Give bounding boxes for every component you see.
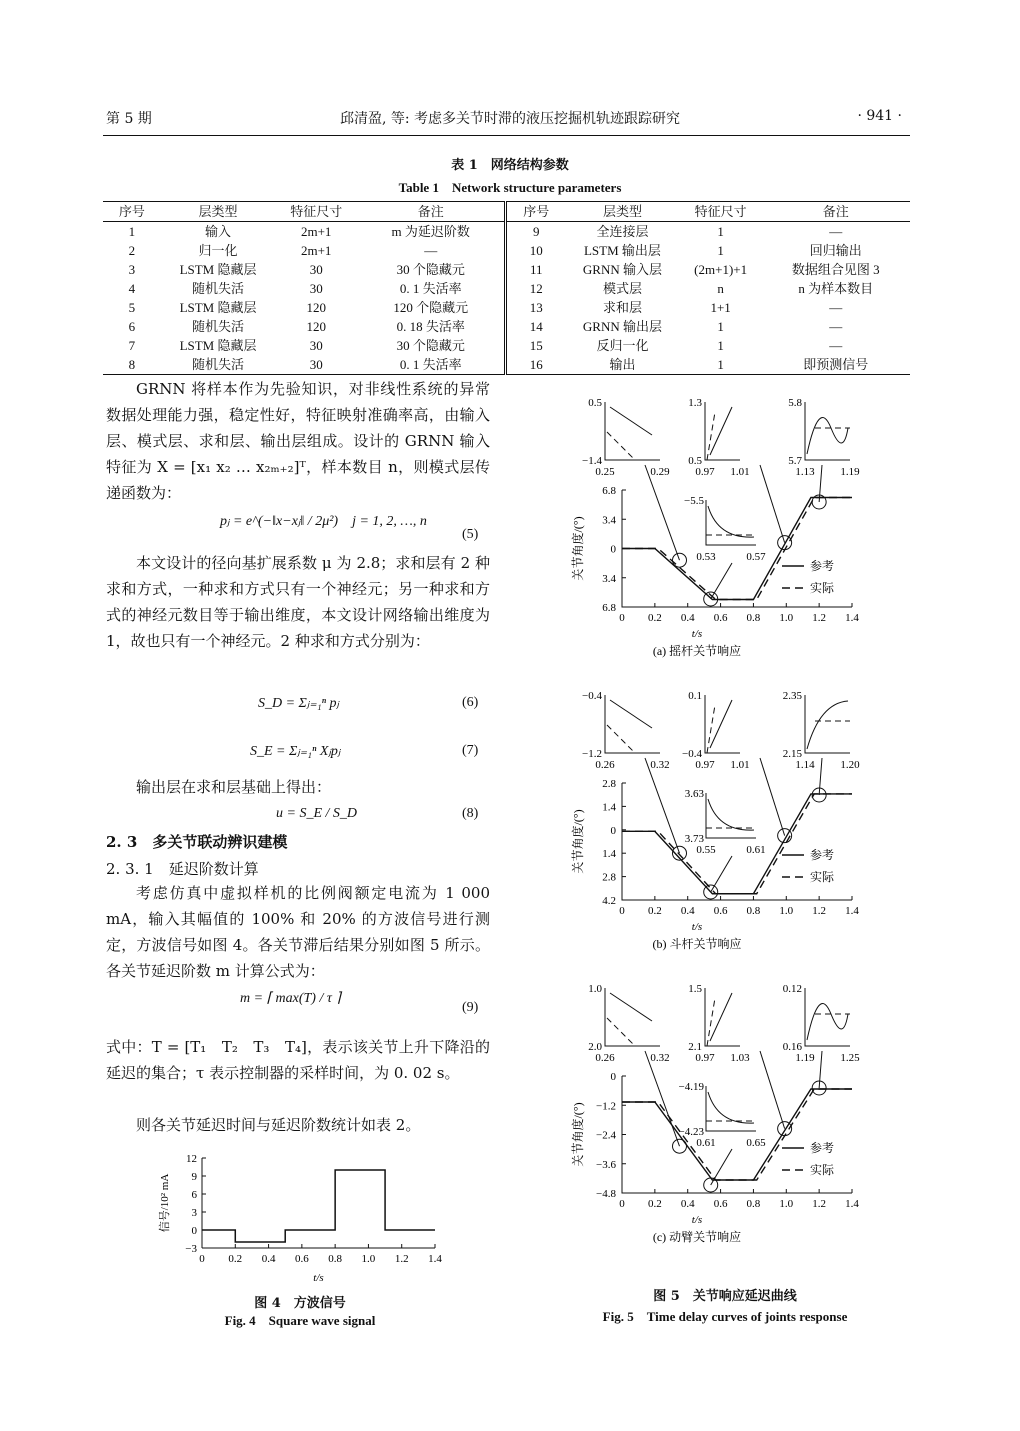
inset-y-label: 2.1 (688, 1041, 702, 1053)
table-cell: 1 (717, 338, 724, 353)
x-tick-label: 0.2 (228, 1253, 243, 1265)
table1-title-cn: 表 1 网络结构参数 (451, 158, 569, 173)
table-cell: 7 (128, 338, 136, 353)
inset-x-label: 1.14 (795, 759, 815, 771)
x-tick-label: 0.8 (746, 1198, 761, 1210)
table-cell: — (829, 319, 843, 334)
inset-actual-line (607, 1018, 635, 1046)
highlight-circle (778, 536, 792, 550)
y-tick-label: 6.8 (602, 485, 616, 497)
equation-8-number: (8) (462, 806, 479, 821)
inset-y-label: −1.2 (582, 748, 602, 760)
table-cell: 3 (128, 262, 136, 277)
section-2-3-1-heading: 2. 3. 1 延迟阶数计算 (106, 860, 259, 878)
inset-y-label: −0.4 (582, 690, 602, 702)
table-cell: 1 (717, 224, 724, 239)
equation-9: m = ⌈ max(T) / τ ⌉ (240, 991, 341, 1006)
inset-x-label: 1.25 (840, 1052, 860, 1064)
inset-x-label: 0.97 (695, 466, 715, 478)
inset-axes (805, 402, 850, 460)
paragraph-table2-ref: 则各关节延迟时间与延迟阶数统计如表 2。 (136, 1116, 421, 1134)
inset-y-label: −4.19 (678, 1081, 704, 1093)
x-tick-label: 0.4 (261, 1253, 276, 1265)
inset-reference-line (710, 993, 732, 1041)
x-tick-label: 1.0 (779, 905, 794, 917)
table-cell: 120 个隐藏元 (357, 298, 506, 317)
table-row (103, 336, 910, 355)
col-header: 备注 (357, 202, 506, 222)
table-row (103, 241, 910, 260)
table-cell: 30 个隐藏元 (357, 260, 506, 279)
table-cell: 1 (680, 355, 762, 375)
inset-y-label: 0.16 (782, 1041, 802, 1053)
paragraph-grnn: GRNN 将样本作为先验知识，对非线性系统的异常数据处理能力强，稳定性好，特征映射准确率高，由输入层、模式层、求和层、输出层组成。设计的 GRNN 输入特征为 X = [x₁ x₂ … x₂ₘ₊₂]ᵀ，样本数目 n，则模式层传递函数为： (106, 380, 490, 502)
inset-x-label: 0.61 (696, 1137, 716, 1149)
inset-axes (705, 402, 740, 460)
inset-actual-curve (708, 506, 754, 537)
inset-axes (705, 695, 740, 753)
table-cell: 1 (717, 319, 724, 334)
highlight-circle (673, 553, 687, 567)
inset-x-label: 0.25 (595, 466, 615, 478)
x-tick-label: 0.4 (680, 905, 695, 917)
y-tick-label: 6.8 (602, 602, 616, 614)
table-cell: 随机失活 (161, 355, 276, 375)
table-cell: LSTM 输出层 (583, 243, 661, 258)
table-cell: 9 (533, 224, 540, 239)
inset-actual-curve (807, 1004, 848, 1040)
table-cell: — (357, 241, 506, 260)
inset-x-label: 1.20 (840, 759, 860, 771)
x-tick-label: 0.4 (680, 612, 695, 624)
inset-pointer (645, 1051, 680, 1146)
table-cell: 13 (529, 300, 543, 315)
inset-y-label: 2.35 (782, 690, 802, 702)
inset-x-label: 0.97 (695, 759, 715, 771)
table1-title-en: Table 1 Network structure parameters (398, 180, 622, 195)
inset-y-label: −0.4 (682, 748, 702, 760)
y-tick-label: 9 (191, 1171, 197, 1183)
inset-x-label: 1.19 (795, 1052, 815, 1064)
table-cell: 10 (529, 243, 543, 258)
table-cell: 8 (103, 355, 161, 375)
table-cell: n 为样本数目 (798, 281, 874, 296)
table-cell: 14 (529, 319, 543, 334)
y-axis-label: 关节角度/(°) (571, 516, 585, 581)
panel-subtitle: (b) 斗杆关节响应 (652, 937, 742, 951)
equation-6: S_D = Σⱼ₌₁ⁿ pⱼ (258, 696, 339, 711)
table-cell: 1 (717, 243, 724, 258)
inset-x-label: 0.29 (650, 466, 670, 478)
table-cell: 0. 18 失活率 (357, 317, 506, 336)
table-row (103, 355, 910, 375)
x-tick-label: 0.8 (746, 612, 761, 624)
inset-axes (706, 1086, 756, 1131)
table-cell: 输入 (205, 224, 232, 239)
x-tick-label: 1.2 (812, 905, 827, 917)
table-cell: — (829, 338, 843, 353)
inset-axes (805, 695, 850, 753)
y-tick-label: 6 (191, 1189, 197, 1201)
inset-x-label: 0.26 (595, 1052, 615, 1064)
inset-actual-curve (708, 1092, 754, 1123)
x-tick-label: 0 (199, 1253, 205, 1265)
col-header: 层类型 (161, 202, 276, 222)
inset-x-label: 1.13 (795, 466, 815, 478)
inset-y-label: 5.7 (788, 455, 802, 467)
x-axis-label: t/s (691, 628, 703, 640)
table-cell: 4 (128, 281, 136, 296)
y-tick-label: −3 (185, 1243, 197, 1255)
y-tick-label: 2.8 (602, 871, 616, 884)
table-cell: LSTM 隐藏层 (179, 338, 257, 353)
fig4-square-wave-chart (150, 1148, 450, 1288)
legend-reference-label: 参考 (810, 1141, 835, 1155)
inset-x-label: 0.26 (595, 759, 615, 771)
x-tick-label: 0.8 (746, 905, 761, 917)
inset-x-label: 0.61 (746, 844, 766, 856)
x-tick-label: 1.0 (779, 612, 794, 624)
col-header: 序号 (506, 202, 565, 222)
inset-actual-line (607, 725, 635, 753)
table-cell: GRNN 输出层 (582, 319, 662, 334)
fig5-joint-response-charts (560, 390, 890, 1270)
inset-y-label: 1.5 (688, 983, 702, 995)
y-axis-label: 信号/10² mA (159, 1173, 171, 1233)
inset-x-label: 1.03 (730, 1052, 750, 1064)
x-tick-label: 1.4 (845, 1198, 859, 1210)
table-cell: 2m+1 (300, 224, 332, 239)
inset-axes (706, 793, 756, 838)
inset-x-label: 1.19 (840, 466, 860, 478)
table-cell: 0. 1 失活率 (357, 279, 506, 298)
table-cell: m 为延迟阶数 (357, 222, 506, 242)
x-tick-label: 1.4 (428, 1253, 442, 1265)
col-header: 序号 (103, 202, 161, 222)
panel-subtitle: (a) 摇杆关节响应 (652, 644, 742, 658)
inset-x-label: 0.55 (696, 844, 716, 856)
table-cell: 数据组合见图 3 (791, 262, 880, 277)
col-header: 备注 (762, 202, 911, 222)
panel-subtitle: (c) 动臂关节响应 (652, 1230, 742, 1244)
inset-axes (605, 988, 660, 1046)
table-cell: LSTM 隐藏层 (179, 300, 257, 315)
x-tick-label: 0.6 (713, 612, 728, 624)
table-cell: 随机失活 (192, 319, 245, 334)
table-cell: 1 (128, 224, 136, 239)
table-cell: 30 (275, 355, 357, 375)
inset-axes (705, 988, 740, 1046)
table-cell: 30 个隐藏元 (357, 336, 506, 355)
table-cell: 5 (128, 300, 136, 315)
table-cell: 11 (530, 262, 543, 277)
table-cell: 6 (128, 319, 136, 334)
x-tick-label: 0.6 (713, 1198, 728, 1210)
table-cell: — (829, 300, 843, 315)
inset-y-label: 0.12 (782, 983, 802, 995)
paragraph-delay-order: 考虑仿真中虚拟样机的比例阀额定电流为 1 000 mA，输入其幅值的 100% 和 20% 的方波信号进行测定，方波信号如图 4。各关节滞后结果分别如图 5 所示。各关节延迟阶数 m 计算公式为： (106, 884, 490, 980)
inset-y-label: 5.8 (788, 397, 802, 409)
y-axis-label: 关节角度/(°) (571, 809, 585, 874)
y-tick-label: 0 (610, 1071, 616, 1083)
equation-6-number: (6) (462, 695, 479, 710)
inset-y-label: 1.0 (588, 983, 602, 995)
x-tick-label: 0.6 (294, 1253, 309, 1265)
x-tick-label: 0.6 (713, 905, 728, 917)
table-cell: 2m+1 (300, 243, 332, 258)
table-cell: 15 (529, 338, 543, 353)
inset-y-label: 3.63 (684, 788, 704, 800)
table-row (103, 298, 910, 317)
legend-actual-label: 实际 (810, 1163, 835, 1177)
inset-pointer (711, 856, 732, 892)
network-structure-table (103, 201, 910, 375)
table-cell: 2 (128, 243, 136, 258)
inset-pointer (760, 758, 785, 836)
equation-5-number: (5) (462, 527, 479, 542)
equation-7-number: (7) (462, 743, 479, 758)
inset-x-label: 0.32 (650, 759, 670, 771)
x-tick-label: 1.4 (845, 612, 859, 624)
x-tick-label: 0.4 (680, 1198, 695, 1210)
table-row (103, 279, 910, 298)
equation-7: S_E = Σⱼ₌₁ⁿ Xⱼpⱼ (250, 744, 341, 759)
col-header: 层类型 (565, 202, 680, 222)
inset-x-label: 0.65 (746, 1137, 766, 1149)
paragraph-summation: 本文设计的径向基扩展系数 μ 为 2.8；求和层有 2 种求和方式，一种求和方式只有一个神经元；另一种求和方式的神经元数目等于输出维度，本文设计网络输出维度为 1，故也只有一个神经元。2 种求和方式分别为： (106, 554, 490, 650)
inset-pointer (711, 563, 732, 599)
inset-axes (605, 402, 660, 460)
running-title: 邱清盈, 等: 考虑多关节时滞的液压挖掘机轨迹跟踪研究 (339, 111, 681, 127)
y-tick-label: 3 (191, 1207, 197, 1219)
inset-pointer (760, 1051, 785, 1129)
inset-reference-line (710, 407, 732, 455)
inset-x-label: 0.32 (650, 1052, 670, 1064)
inset-actual-curve (807, 701, 848, 749)
inset-pointer (819, 465, 822, 502)
x-tick-label: 0 (619, 905, 625, 917)
y-tick-label: 0 (610, 543, 616, 556)
inset-y-label: 3.73 (684, 833, 704, 845)
table-cell: GRNN 输入层 (582, 262, 662, 277)
header-rule (103, 135, 910, 136)
inset-actual-line (607, 432, 635, 460)
x-tick-label: 0 (619, 1198, 625, 1210)
inset-y-label: 2.0 (588, 1041, 602, 1053)
table-cell: 求和层 (602, 300, 642, 315)
y-tick-label: 0 (191, 1225, 197, 1237)
table-cell: 120 (306, 300, 326, 315)
table-cell: 反归一化 (596, 338, 649, 353)
inset-x-label: 1.01 (730, 466, 750, 478)
table-row (103, 317, 910, 336)
paragraph-output-layer: 输出层在求和层基础上得出： (136, 778, 332, 796)
table-cell: n (717, 281, 724, 296)
section-2-3-heading: 2. 3 多关节联动辨识建模 (106, 833, 288, 851)
x-tick-label: 0 (619, 612, 625, 624)
table-cell: 120 (306, 319, 326, 334)
col-header: 特征尺寸 (680, 202, 762, 222)
inset-axes (805, 988, 850, 1046)
legend-actual-label: 实际 (810, 870, 835, 884)
inset-reference-line (610, 407, 652, 435)
issue-number: 第 5 期 (106, 111, 152, 127)
inset-y-label: −1.4 (582, 455, 602, 467)
y-tick-label: 3.4 (602, 572, 616, 585)
table-cell: 16 (506, 355, 565, 375)
x-tick-label: 1.4 (845, 905, 859, 917)
table-cell: 模式层 (602, 281, 642, 296)
table-row (103, 260, 910, 279)
inset-y-label: −5.5 (684, 495, 704, 507)
y-tick-label: 3.4 (602, 514, 616, 527)
inset-x-label: 0.57 (746, 551, 766, 563)
y-tick-label: −1.2 (596, 1100, 616, 1113)
inset-y-label: −4.23 (678, 1126, 704, 1138)
page-number: · 941 · (857, 108, 902, 124)
inset-pointer (819, 758, 822, 795)
table-cell: LSTM 隐藏层 (179, 262, 257, 277)
table-cell: 30 (309, 338, 323, 353)
fig4-caption-en: Fig. 4 Square wave signal (224, 1313, 376, 1328)
y-axis-label: 关节角度/(°) (571, 1102, 585, 1167)
x-tick-label: 0.2 (647, 612, 662, 624)
y-tick-label: −2.4 (596, 1129, 616, 1142)
inset-y-label: 2.15 (782, 748, 802, 760)
y-tick-label: −3.6 (596, 1158, 616, 1171)
inset-axes (605, 695, 660, 753)
x-tick-label: 0.2 (647, 905, 662, 917)
x-tick-label: 0.2 (647, 1198, 662, 1210)
equation-5: pⱼ = e^(−‖x−xⱼ‖ / 2μ²) j = 1, 2, …, n (220, 514, 427, 529)
table-cell: 1+1 (710, 300, 731, 315)
table-cell: — (829, 224, 843, 239)
table-cell: 全连接层 (596, 224, 649, 239)
inset-y-label: 1.3 (688, 397, 702, 409)
fig5-caption-cn: 图 5 关节响应延迟曲线 (653, 1289, 797, 1304)
inset-pointer (645, 465, 680, 560)
legend-reference-label: 参考 (810, 559, 835, 573)
legend-reference-label: 参考 (810, 848, 835, 862)
table-cell: 回归输出 (809, 243, 862, 258)
paragraph-definitions: 式中：T = [T₁ T₂ T₃ T₄]，表示该关节上升下降沿的延迟的集合；τ 表示控制器的采样时间，为 0. 02 s。 (106, 1038, 490, 1082)
x-axis-label: t/s (691, 921, 703, 933)
inset-reference-line (610, 700, 652, 728)
x-tick-label: 1.2 (812, 612, 827, 624)
inset-y-label: 0.5 (688, 455, 702, 467)
table-cell: 30 (309, 262, 323, 277)
table-cell: 0. 1 失活率 (357, 355, 506, 375)
y-tick-label: −4.8 (596, 1188, 616, 1200)
legend-actual-label: 实际 (810, 581, 835, 595)
inset-x-label: 1.01 (730, 759, 750, 771)
y-tick-label: 4.2 (602, 895, 616, 907)
square-wave-line (202, 1170, 435, 1242)
inset-pointer (760, 465, 785, 543)
x-tick-label: 0.8 (328, 1253, 343, 1265)
y-tick-label: 0 (610, 824, 616, 837)
equation-9-number: (9) (462, 1000, 479, 1015)
inset-x-label: 0.53 (696, 551, 716, 563)
fig5-caption-en: Fig. 5 Time delay curves of joints response (602, 1309, 848, 1324)
table-row (103, 222, 910, 242)
y-tick-label: 12 (186, 1153, 197, 1165)
inset-x-label: 0.97 (695, 1052, 715, 1064)
inset-reference-line (710, 700, 732, 748)
y-tick-label: 1.4 (602, 801, 616, 814)
table-cell: 即预测信号 (762, 355, 911, 375)
table-cell: 30 (309, 281, 323, 296)
fig4-caption-cn: 图 4 方波信号 (254, 1296, 346, 1311)
table-cell: 输出 (565, 355, 680, 375)
table-cell: 归一化 (198, 243, 238, 258)
col-header: 特征尺寸 (275, 202, 357, 222)
x-axis-label: t/s (313, 1272, 324, 1284)
equation-8: u = S_E / S_D (276, 806, 357, 821)
inset-y-label: 0.1 (688, 690, 702, 702)
inset-reference-line (610, 993, 652, 1021)
inset-axes (706, 500, 756, 545)
y-tick-label: 1.4 (602, 848, 616, 861)
inset-actual-curve (708, 799, 754, 830)
x-tick-label: 1.0 (779, 1198, 794, 1210)
table-cell: 12 (529, 281, 543, 296)
y-tick-label: 2.8 (602, 778, 616, 790)
x-tick-label: 1.0 (361, 1253, 376, 1265)
x-axis-label: t/s (691, 1214, 703, 1226)
table-cell: (2m+1)+1 (694, 262, 748, 277)
inset-pointer (819, 1051, 822, 1088)
inset-y-label: 0.5 (588, 397, 602, 409)
inset-actual-curve (807, 418, 848, 454)
table-cell: 随机失活 (192, 281, 245, 296)
x-tick-label: 1.2 (394, 1253, 409, 1265)
x-tick-label: 1.2 (812, 1198, 827, 1210)
